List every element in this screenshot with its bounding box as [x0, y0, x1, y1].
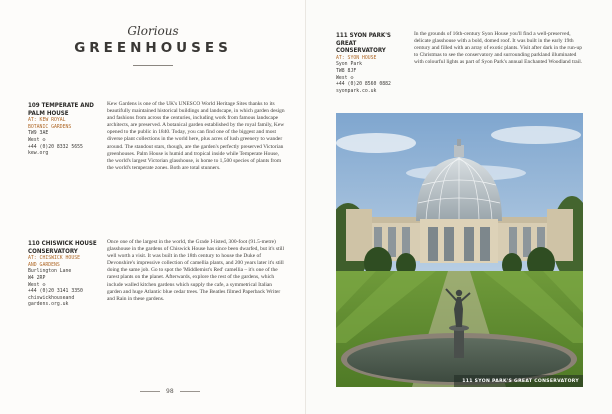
photo-illustration — [336, 113, 583, 387]
page-number: 98 — [166, 388, 174, 395]
entry-111-at: AT: SYON HOUSE — [336, 55, 377, 61]
syon-conservatory-photo — [336, 113, 583, 387]
entry-109-number: 109 — [28, 102, 40, 109]
entry-110-street: Burlington Lane — [28, 269, 72, 275]
entry-109-title-2: PALM HOUSE — [28, 109, 69, 117]
entry-109-phone: +44 (0)20 8332 5655 — [28, 144, 83, 150]
page-folio — [134, 388, 206, 395]
entry-110-postcode: W4 2RP — [28, 275, 46, 281]
entry-111-body: In the grounds of 16th-century Syon House you'll find a well-preserved, delicate glasshouse with a bold, domed roof. It was built in the early 19th century and filled with an array of exotic plants. Visit after dark in the run-up to Christmas to see the conservatory and surrounding parkland illuminated with colourful lights as part of Syon Park's annual Enchanted Woodland trail. — [414, 31, 583, 66]
entry-110-at-2: AND GARDENS — [28, 262, 60, 268]
entry-111-transport: West ⊖ — [336, 75, 354, 81]
entry-111-postcode: TW8 8JF — [336, 68, 357, 74]
entry-109-at-2: BOTANIC GARDENS — [28, 124, 72, 130]
photo-caption: 111 SYON PARK'S GREAT CONSERVATORY — [462, 379, 579, 384]
entry-111-street: Syon Park — [336, 62, 362, 68]
entry-109-title-1: TEMPERATE AND — [41, 102, 94, 109]
entry-111-phone: +44 (0)20 8560 0882 — [336, 82, 391, 88]
entry-110-website-1[interactable]: chiswickhouseand — [28, 295, 75, 301]
entry-109-postcode: TW9 3AE — [28, 131, 49, 137]
fountain-pedestal — [454, 328, 464, 358]
entry-110-at: AT: CHISWICK HOUSE — [28, 256, 80, 262]
entry-109-meta — [28, 118, 103, 158]
entry-111-heading — [336, 32, 412, 55]
entry-111-website[interactable]: syonpark.co.uk — [336, 88, 377, 94]
folio-line-left — [140, 391, 160, 392]
entry-110-number: 110 — [28, 240, 40, 247]
entry-111-title-2: CONSERVATORY — [336, 47, 386, 55]
entry-109-at: AT: KEW ROYAL — [28, 118, 66, 124]
entry-110-heading — [28, 240, 103, 255]
entry-111-meta — [336, 56, 412, 96]
entry-109-transport: West ⊖ — [28, 137, 46, 143]
entry-109-body: Kew Gardens is one of the UK's UNESCO World Heritage Sites thanks to its beautifully maintained historical buildings and landscape, in which garden design and fashions from across the centuries, including work from famous landscape architects, are preserved. A botanical garden established by the royal family, Kew opened to the public in 1840. Today, you can find one of the biggest and most diverse plant collections in the world here, plus acres of lush greenery to wander around. The standout stars, though, are the garden's perfectly preserved Victorian greenhouses. Palm House is humid and tropical inside while Temperate House, the world's largest Victorian glasshouse, is home to 1,500 species of plants from the world's temperate zones. Both are total stunners. — [107, 101, 285, 171]
entry-110-sidebar — [28, 240, 103, 309]
entry-111-title-1: SYON PARK'S GREAT — [336, 32, 391, 47]
entry-109-sidebar — [28, 102, 103, 158]
entry-111-number: 111 — [336, 32, 348, 39]
folio-line-right — [180, 391, 200, 392]
entry-110-meta — [28, 256, 103, 309]
section-kicker: Glorious — [127, 24, 179, 38]
title-divider — [133, 65, 173, 66]
entry-110-title-2: CONSERVATORY — [28, 247, 78, 255]
entry-110-body: Once one of the largest in the world, the Grade I-listed, 300-foot (91.5-metre) glasshouse in the gardens of Chiswick House has since been dwarfed, but it's still well worth a visit. It was built in the 18th century to house the Duke of Devonshire's impressive collection of camellia plants, and 200 years later it's still doing the same job. Go to spot the 'Middlemist's Red' camellia – it's one of the rarest plants on the planet. Afterwards, explore the rest of the gardens, which include walled kitchen gardens which supply the cafe, a symmetrical Italian garden and huge Atlantic blue cedar trees. The Beatles filmed Paperback Writer and Rain in these gardens. — [107, 239, 285, 302]
entry-110-website-2[interactable]: gardens.org.uk — [28, 302, 69, 308]
entry-109-website[interactable]: kew.org — [28, 151, 49, 157]
entry-110-transport: West ⊖ — [28, 282, 46, 288]
entry-109-heading — [28, 102, 103, 117]
entry-111-sidebar — [336, 32, 412, 95]
entry-110-phone: +44 (0)20 3141 3350 — [28, 289, 83, 295]
section-title: GREENHOUSES — [74, 40, 232, 56]
entry-110-title-1: CHISWICK HOUSE — [41, 240, 97, 247]
